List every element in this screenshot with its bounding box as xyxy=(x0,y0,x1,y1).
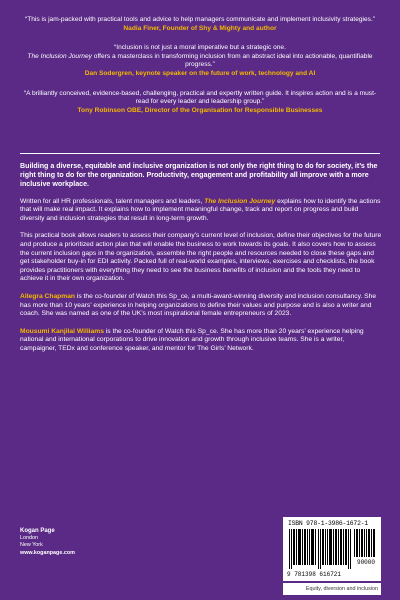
endorsement-1 xyxy=(20,16,380,33)
category-label: Equity, diversion and inclusion xyxy=(283,583,381,595)
author-bio-text: is the co-founder of Watch this Sp_ce. She has more than 20 years’ experience helping national and international corporations to drive innovation and growth through inclusive teams. She is a writer, campaigner, TEDx and conference speaker, and mentor for The Girls’ Network. xyxy=(20,327,364,352)
publisher-city: London xyxy=(20,535,38,542)
publisher-city: New York xyxy=(20,542,43,549)
barcode-box xyxy=(283,517,381,581)
book-description xyxy=(20,162,382,363)
endorsements xyxy=(20,16,380,126)
description-paragraph-1 xyxy=(20,198,382,224)
publisher-url: www.koganpage.com xyxy=(20,549,75,556)
quote-text-part: offers a masterclass in transforming inclusion from an abstract ideal into actionable, quantifiable progress.” xyxy=(93,52,373,69)
quote-text: “A brilliantly conceived, evidence-based, challenging, practical and expertly written guide. It inspires action and is a must-read for every leader and leadership group.” xyxy=(23,89,377,106)
paragraph-text: explains how to identify the actions that will make real impact. It explains how to implement meaningful change, track and report on progress and build diversity and inclusion strategies that result in long-term growth. xyxy=(20,197,381,222)
endorsement-3 xyxy=(20,90,380,116)
author-bio-1 xyxy=(20,293,382,319)
quote-attribution: Nadia Finer, Founder of Shy & Mighty and author xyxy=(123,24,277,32)
author-bio-2 xyxy=(20,328,382,354)
author-bio-text: is the co-founder of Watch this Sp_ce, a multi-award-winning diversity and inclusion consultancy. She has more than 10 years’ experience in helping organizations to define their values and purpose and is also a writer and coach. She was named as one of the UK’s most inspirational female entrepreneurs of 2023. xyxy=(20,292,377,318)
description-paragraph-2: This practical book allows readers to assess their company’s current level of inclusion, define their objectives for the future and produce a prioritized action plan that will enable the business to work towards its goals. It also covers how to assess the current inclusion gaps in the organization, assemble the right people and resources needed to close these gaps and get stakeholder buy-in for EDI activity. Packed full of real-world examples, interviews, exercises and checklists, the book provides practitioners with everything they need to see the business benefits of inclusion and the tools they need to achieve it in their own organization. xyxy=(20,232,382,283)
publisher-name: Kogan Page xyxy=(20,528,55,534)
paragraph-text: Written for all HR professionals, talent managers and leaders, xyxy=(20,197,203,205)
quote-attribution: Tony Robinson OBE, Director of the Organisation for Responsible Businesses xyxy=(77,106,323,114)
author-name: Mousumi Kanjilal Williams xyxy=(20,327,104,335)
price-code: 90000 xyxy=(356,559,375,566)
quote-text-part: “Inclusion is not just a moral imperative but a strategic one. xyxy=(114,44,286,52)
section-divider xyxy=(20,153,380,154)
description-lead: Building a diverse, equitable and inclusive organization is not only the right thing to do for society, it’s the right thing to do for the organization. Productivity, engagement and profitability all improve with a more inclusive workplace. xyxy=(20,162,378,189)
quote-text xyxy=(20,44,380,70)
quote-book-title: The Inclusion Journey xyxy=(27,52,92,60)
quote-text: “This is jam-packed with practical tools and advice to help managers communicate and implement inclusivity strategies.” xyxy=(25,16,375,23)
publisher-info xyxy=(20,528,75,557)
price-barcode-icon xyxy=(354,529,375,557)
endorsement-2 xyxy=(20,44,380,78)
book-title: The Inclusion Journey xyxy=(204,197,276,205)
author-name: Allegra Chapman xyxy=(20,292,75,300)
ean-digits: 9 781398 616721 xyxy=(287,571,342,578)
isbn-text: ISBN 978-1-3986-1672-1 xyxy=(288,520,368,527)
quote-attribution: Dan Sodergren, keynote speaker on the future of work, technology and AI xyxy=(84,69,316,77)
barcode-icon xyxy=(289,529,351,569)
